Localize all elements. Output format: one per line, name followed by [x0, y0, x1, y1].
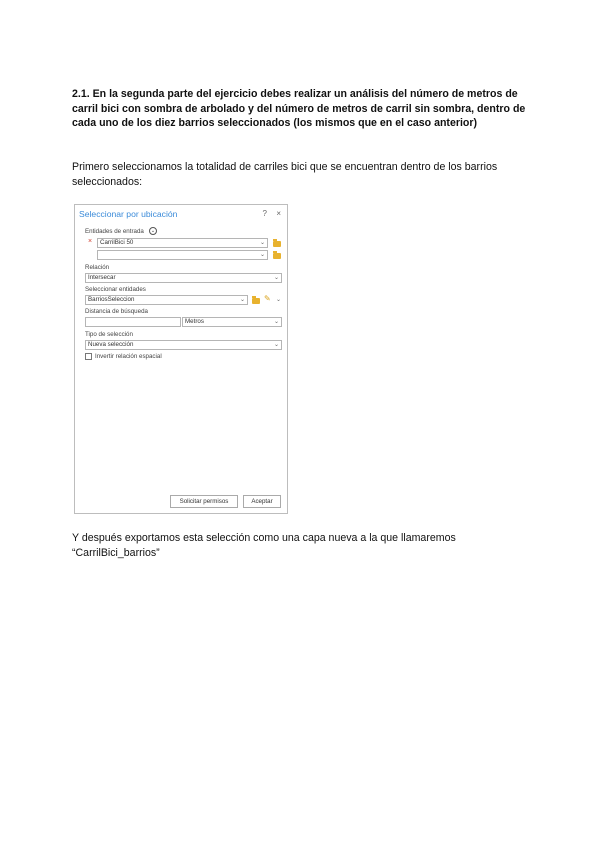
- input-feature-field[interactable]: [97, 238, 268, 248]
- selection-type-label: Tipo de selección: [85, 331, 133, 338]
- selection-type-select[interactable]: [85, 340, 282, 350]
- invert-checkbox[interactable]: [85, 353, 92, 360]
- section-heading: 2.1. En la segunda parte del ejercicio debes realizar un análisis del número de metros de carril bici con sombra de arbolado y del número de metros de carril sin sombra, dentro de cada uno de los diez barrios seleccionados (los mismos que en el caso anterior): [72, 88, 526, 130]
- chevron-down-icon[interactable]: ⌄: [259, 252, 265, 258]
- chevron-down-icon[interactable]: ⌄: [273, 319, 279, 325]
- ok-button[interactable]: Aceptar: [243, 495, 281, 508]
- search-distance-input[interactable]: [85, 317, 181, 327]
- search-distance-unit: Metros: [185, 318, 204, 325]
- paragraph-intro: Primero seleccionamos la totalidad de carriles bici que se encuentran dentro de los barrios seleccionados:: [72, 161, 498, 188]
- relationship-select[interactable]: [85, 273, 282, 283]
- selection-type-value: Nueva selección: [88, 341, 134, 348]
- input-features-label: Entidades de entrada: [85, 228, 144, 235]
- input-feature-value: CarrilBici 50: [100, 239, 134, 246]
- selecting-features-value: BarriosSeleccion: [88, 296, 135, 303]
- validate-button[interactable]: Solicitar permisos: [170, 495, 238, 508]
- selecting-features-field[interactable]: [85, 295, 248, 305]
- dialog-title: Seleccionar por ubicación: [79, 209, 178, 219]
- input-feature-field-empty[interactable]: [97, 250, 268, 260]
- folder-icon[interactable]: [273, 241, 281, 247]
- chevron-down-icon[interactable]: ⌄: [276, 296, 282, 303]
- pencil-icon[interactable]: ✎: [264, 294, 271, 303]
- relationship-value: Intersecar: [88, 274, 116, 281]
- folder-icon[interactable]: [273, 253, 281, 259]
- search-distance-unit-select[interactable]: [182, 317, 282, 327]
- select-by-location-dialog: [74, 204, 288, 514]
- invert-label: Invertir relación espacial: [95, 353, 162, 360]
- chevron-down-icon[interactable]: ⌄: [239, 297, 245, 303]
- chevron-down-icon[interactable]: ⌄: [273, 342, 279, 348]
- selecting-features-label: Seleccionar entidades: [85, 286, 146, 293]
- search-distance-label: Distancia de búsqueda: [85, 308, 148, 315]
- chevron-down-icon[interactable]: ⌄: [259, 240, 265, 246]
- paragraph-export: Y después exportamos esta selección como una capa nueva a la que llamaremos “CarrilBici_barrios”: [72, 532, 456, 559]
- remove-icon[interactable]: ×: [88, 238, 93, 245]
- relationship-label: Relación: [85, 264, 110, 271]
- close-icon[interactable]: ×: [276, 209, 281, 218]
- folder-icon[interactable]: [252, 298, 260, 304]
- help-icon[interactable]: ?: [262, 209, 267, 218]
- expand-icon[interactable]: ⌄: [150, 228, 156, 234]
- chevron-down-icon[interactable]: ⌄: [273, 275, 279, 281]
